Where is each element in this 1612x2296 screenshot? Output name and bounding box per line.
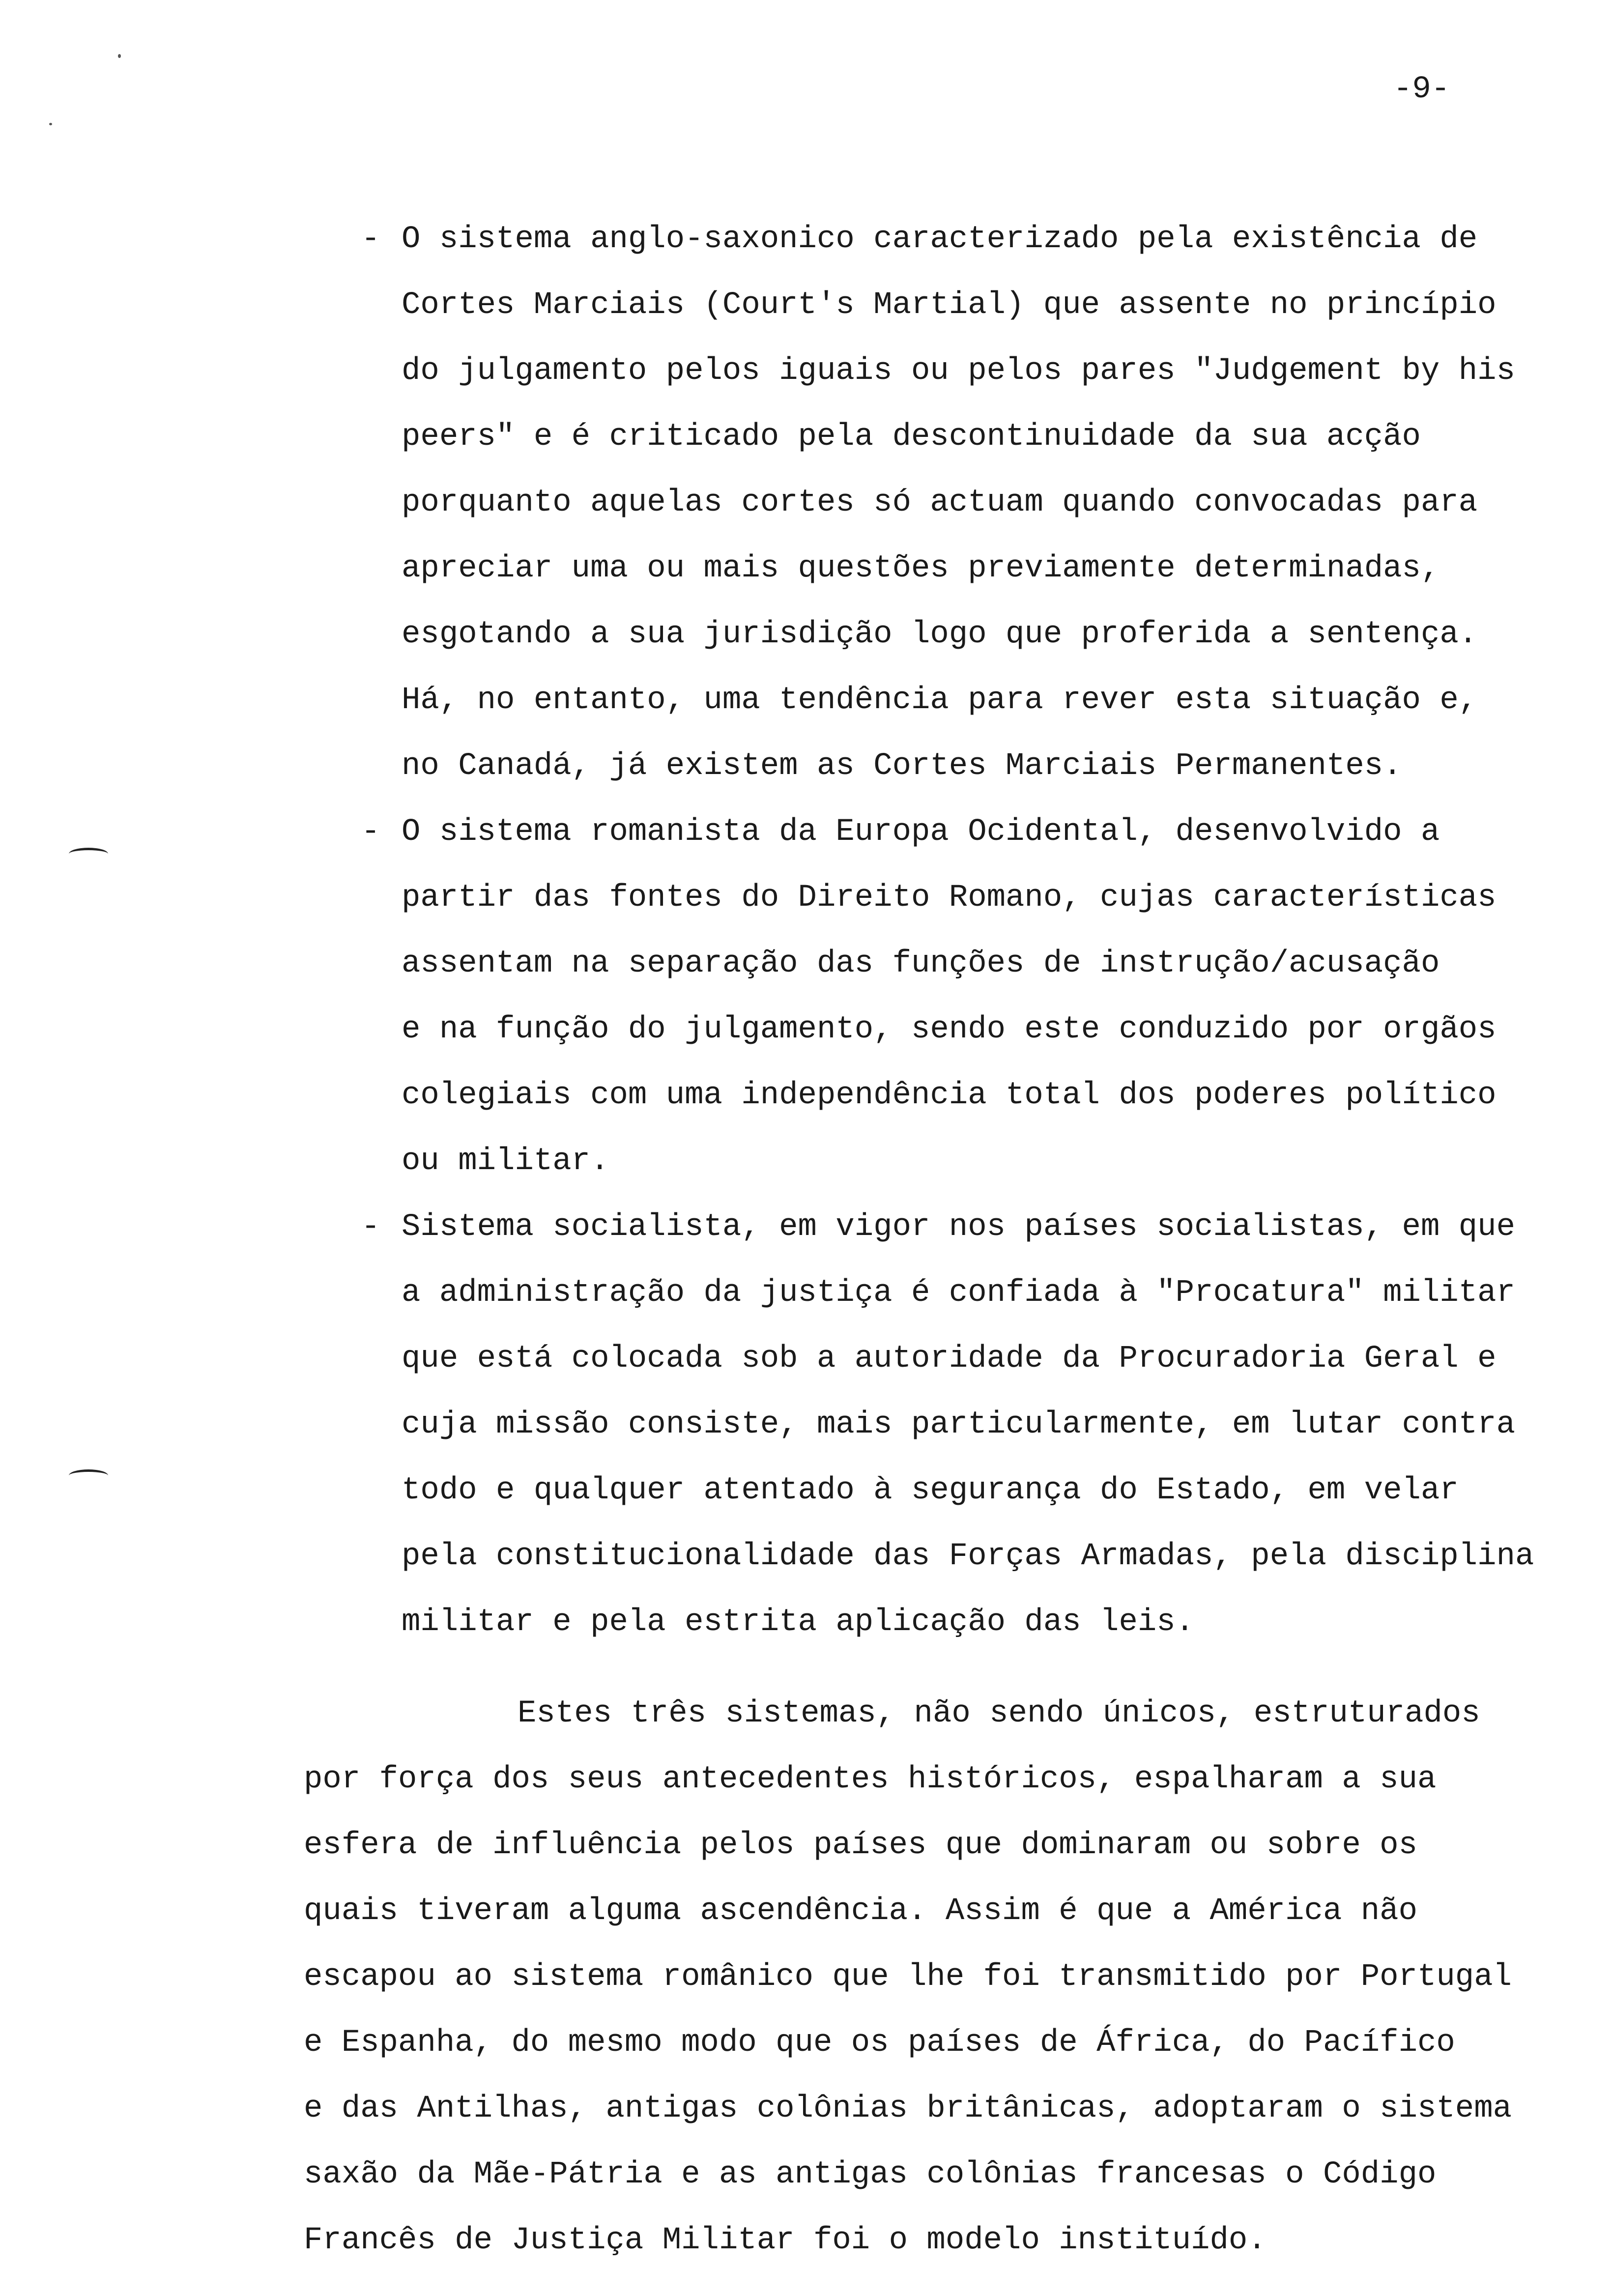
text-line: do julgamento pelos iguais ou pelos pares "Judgement by his bbox=[402, 353, 1515, 389]
text-line: O sistema romanista da Europa Ocidental, desenvolvido a bbox=[402, 814, 1440, 850]
text-line: Estes três sistemas, não sendo únicos, estruturados bbox=[518, 1696, 1480, 1731]
page-number: -9- bbox=[1393, 72, 1450, 107]
scan-speck bbox=[49, 123, 52, 125]
text-line: esgotando a sua jurisdição logo que proferida a sentença. bbox=[402, 617, 1478, 652]
text-line: no Canadá, já existem as Cortes Marciais Permanentes. bbox=[402, 748, 1402, 784]
text-line: pela constitucionalidade das Forças Armadas, pela disciplina bbox=[402, 1539, 1534, 1574]
body-paragraph bbox=[304, 1681, 1512, 2273]
text-line: que está colocada sob a autoridade da Procuradoria Geral e bbox=[402, 1341, 1497, 1377]
text-line: Cortes Marciais (Court's Martial) que assente no princípio bbox=[402, 287, 1497, 323]
list-item-anglo-saxon bbox=[361, 206, 1534, 799]
text-line: e Espanha, do mesmo modo que os países de África, do Pacífico bbox=[304, 2025, 1455, 2061]
punch-hole-mark bbox=[69, 1469, 108, 1482]
list-item-romanist bbox=[361, 799, 1534, 1194]
text-line: esfera de influência pelos países que dominaram ou sobre os bbox=[304, 1828, 1417, 1863]
text-line: e na função do julgamento, sendo este conduzido por orgãos bbox=[402, 1012, 1497, 1047]
text-line: todo e qualquer atentado à segurança do Estado, em velar bbox=[402, 1473, 1459, 1508]
text-line: quais tiveram alguma ascendência. Assim é que a América não bbox=[304, 1894, 1417, 1929]
list-item-socialist bbox=[361, 1194, 1534, 1655]
text-line: militar e pela estrita aplicação das leis. bbox=[402, 1605, 1195, 1640]
text-line: a administração da justiça é confiada à "Procatura" militar bbox=[402, 1275, 1515, 1311]
text-line: porquanto aquelas cortes só actuam quando convocadas para bbox=[402, 485, 1478, 520]
text-line: por força dos seus antecedentes históricos, espalharam a sua bbox=[304, 1762, 1437, 1797]
text-line: saxão da Mãe-Pátria e as antigas colônias francesas o Código bbox=[304, 2157, 1437, 2192]
text-line: e das Antilhas, antigas colônias britânicas, adoptaram o sistema bbox=[304, 2091, 1512, 2126]
text-line: assentam na separação das funções de instrução/acusação bbox=[402, 946, 1440, 981]
text-line: ou militar. bbox=[402, 1144, 609, 1179]
punch-hole-mark bbox=[69, 848, 108, 860]
text-line: apreciar uma ou mais questões previamente determinadas, bbox=[402, 551, 1440, 586]
bullet-dash: - bbox=[361, 1209, 380, 1245]
text-line: partir das fontes do Direito Romano, cujas características bbox=[402, 880, 1497, 916]
text-line: Francês de Justiça Militar foi o modelo instituído. bbox=[304, 2223, 1267, 2258]
scan-speck bbox=[118, 54, 121, 58]
bullet-dash: - bbox=[361, 814, 380, 850]
systems-list bbox=[361, 206, 1534, 1655]
text-line: escapou ao sistema românico que lhe foi transmitido por Portugal bbox=[304, 1959, 1512, 1995]
text-line: cuja missão consiste, mais particularmente, em lutar contra bbox=[402, 1407, 1515, 1442]
text-line: Sistema socialista, em vigor nos países socialistas, em que bbox=[402, 1209, 1515, 1245]
text-line: colegiais com uma independência total dos poderes político bbox=[402, 1078, 1497, 1113]
bullet-dash: - bbox=[361, 222, 380, 257]
text-line: peers" e é criticado pela descontinuidade da sua acção bbox=[402, 419, 1421, 455]
text-line: Há, no entanto, uma tendência para rever esta situação e, bbox=[402, 683, 1478, 718]
text-line: O sistema anglo-saxonico caracterizado pela existência de bbox=[402, 222, 1478, 257]
